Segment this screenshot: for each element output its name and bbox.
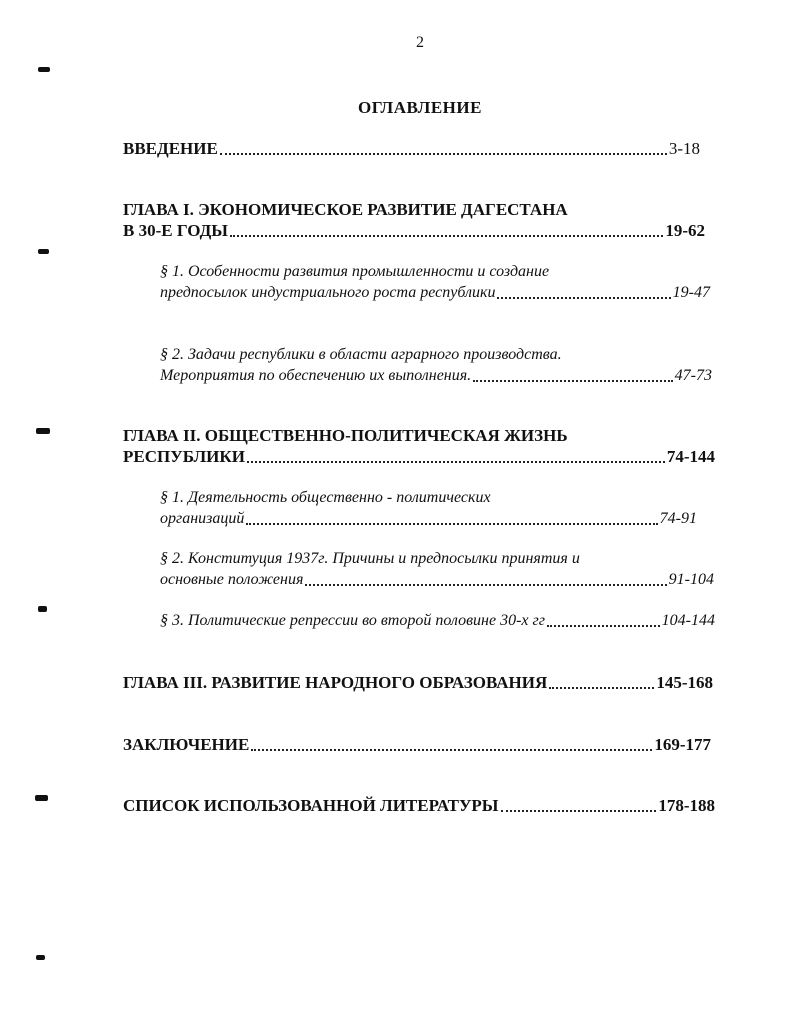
section2-2-line1: § 2. Конституция 1937г. Причины и предпосылки принятия и (160, 550, 580, 567)
toc-entry-pages: 104-144 (661, 612, 715, 629)
toc-entry-label: основные положения (160, 571, 304, 588)
scan-mark (36, 428, 50, 434)
toc-entry-pages: 145-168 (656, 673, 713, 692)
toc-entry-chapter2 (123, 446, 715, 468)
toc-entry-label: РЕСПУБЛИКИ (123, 447, 245, 466)
dot-leader (247, 461, 665, 463)
toc-entry-label: организаций (160, 510, 245, 527)
dot-leader (501, 810, 657, 812)
toc-entry-pages: 19-62 (665, 221, 705, 240)
page-title: ОГЛАВЛЕНИЕ (358, 98, 482, 117)
scan-mark (35, 795, 48, 801)
toc-entry-label: Мероприятия по обеспечению их выполнения. (160, 367, 472, 384)
dot-leader (549, 687, 654, 689)
dot-leader (246, 523, 657, 525)
section1-2-line1: § 2. Задачи республики в области аграрного производства. (160, 346, 562, 363)
toc-entry-conclusion (123, 734, 711, 756)
dot-leader (547, 625, 660, 627)
toc-entry-bibliography (123, 795, 715, 817)
toc-entry-section2-3 (160, 610, 715, 632)
toc-entry-section1-1 (160, 282, 710, 304)
toc-entry-section2-2 (160, 569, 714, 591)
toc-entry-label: ВВЕДЕНИЕ (123, 139, 218, 158)
toc-entry-pages: 91-104 (668, 571, 714, 588)
toc-entry-label: СПИСОК ИСПОЛЬЗОВАННОЙ ЛИТЕРАТУРЫ (123, 796, 499, 815)
toc-entry-pages: 169-177 (654, 735, 711, 754)
toc-entry-section2-1 (160, 508, 697, 530)
toc-entry-pages: 19-47 (672, 284, 710, 301)
scan-mark (38, 606, 47, 612)
chapter2-title-line1: ГЛАВА II. ОБЩЕСТВЕННО-ПОЛИТИЧЕСКАЯ ЖИЗНЬ (123, 426, 568, 445)
scan-mark (38, 67, 50, 72)
toc-entry-section1-2 (160, 365, 712, 387)
toc-entry-pages: 74-144 (666, 447, 715, 466)
toc-entry-chapter3 (123, 672, 713, 694)
section2-1-line1: § 1. Деятельность общественно - политических (160, 489, 491, 506)
section1-1-line1: § 1. Особенности развития промышленности и создание (160, 263, 550, 280)
dot-leader (473, 380, 672, 382)
toc-entry-label: ГЛАВА III. РАЗВИТИЕ НАРОДНОГО ОБРАЗОВАНИЯ (123, 673, 548, 692)
dot-leader (251, 749, 652, 751)
toc-entry-pages: 178-188 (658, 796, 715, 815)
toc-entry-label: В 30-Е ГОДЫ (123, 221, 228, 240)
scan-mark (38, 249, 49, 254)
toc-entry-pages: 47-73 (674, 367, 712, 384)
toc-entry-chapter1 (123, 220, 705, 242)
chapter1-title-line1: ГЛАВА I. ЭКОНОМИЧЕСКОЕ РАЗВИТИЕ ДАГЕСТАНА (123, 200, 568, 219)
page-number: 2 (416, 34, 424, 51)
scan-mark (36, 955, 45, 960)
toc-entry-label: ЗАКЛЮЧЕНИЕ (123, 735, 250, 754)
dot-leader (497, 297, 670, 299)
dot-leader (230, 235, 663, 237)
dot-leader (220, 153, 667, 155)
toc-entry-pages: 74-91 (659, 510, 697, 527)
toc-entry-label: предпосылок индустриального роста республики (160, 284, 496, 301)
toc-entry-introduction (123, 138, 700, 160)
toc-entry-label: § 3. Политические репрессии во второй половине 30-х гг (160, 612, 545, 629)
toc-entry-pages: 3-18 (668, 139, 700, 158)
dot-leader (305, 584, 666, 586)
